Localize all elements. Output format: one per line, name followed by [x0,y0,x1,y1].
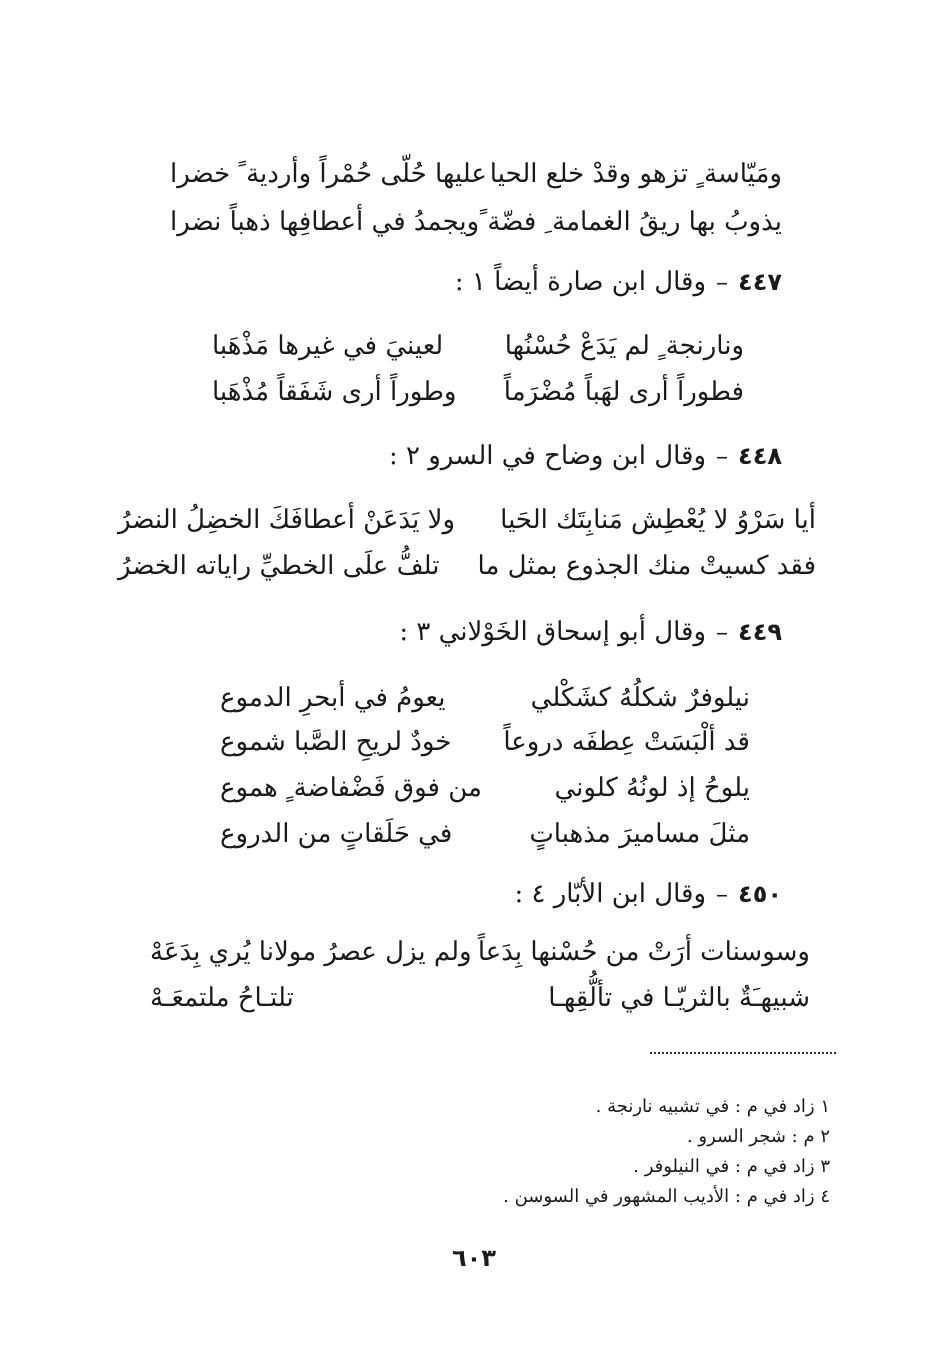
verse-first-hemistich: قد ألْبَسَتْ عِطفَه دروعاً [503,727,750,757]
section-heading [389,438,782,474]
verse-second-hemistich: ولم يزل عصرُ مولانا يُري بِدَعَهْ [150,937,472,967]
footnote-separator [650,1052,836,1054]
section-number: ٤٤٩ [738,618,782,646]
verse-second-hemistich: لعينيَ في غيرها مَذْهَبا [212,331,444,361]
verse-line [118,548,816,584]
verse-second-hemistich: يعومُ في أبحرِ الدموع [220,683,446,713]
verse-second-hemistich: تلتـاحُ ملتمعَـهْ [150,983,294,1013]
verse-first-hemistich: مثلَ مساميرَ مذهباتٍ [529,819,750,849]
verse-line [220,680,750,716]
section-heading-text: وقال أبو إسحاق الخَوْلاني ٣ : [399,617,707,647]
verse-second-hemistich: ولا يَدَعَنْ أعطافَكَ الخضِلُ النضرُ [118,505,456,535]
section-heading-text: وقال ابن وضاح في السرو ٢ : [388,441,707,471]
verse-line [118,502,816,538]
verse-line [170,204,782,240]
section-number: ٤٤٨ [738,442,782,470]
section-heading [455,264,782,300]
verse-first-hemistich: شبيهـَةٌ بالثريّـا في تألُّقِهـا [548,983,810,1013]
verse-second-hemistich: خودٌ لريحِ الصَّبا شموع [220,727,452,757]
section-dash: – [716,618,729,646]
section-number: ٤٥٠ [738,880,782,908]
verse-first-hemistich: فطوراً أرى لهَباً مُضْرَماً [503,377,744,407]
verse-second-hemistich: وطوراً أرى شَفَقاً مُذْهَبا [212,377,457,407]
verse-line [220,816,750,852]
section-heading [514,876,782,912]
verse-first-hemistich: ونارنجة ٍ لم يَدَعْ حُسْنُها [504,331,744,361]
verse-line [150,980,810,1016]
verse-first-hemistich: يلوحُ إذ لونُهُ كلوني [554,773,750,803]
verse-second-hemistich: من فوق فَضْفاضة ٍ هموع [220,773,482,803]
verse-line [220,770,750,806]
verse-first-hemistich: يذوبُ بها ريقُ الغمامة ِ فضّة ً [479,207,782,237]
verse-second-hemistich: تلفُّ علَى الخطيِّ راياته الخضرُ [118,551,440,581]
section-heading [399,614,782,650]
section-dash: – [716,268,729,296]
section-heading-text: وقال ابن الأبّار ٤ : [514,879,707,909]
section-dash: – [716,442,729,470]
verse-line [212,374,744,410]
verse-line [220,724,750,760]
verse-line [150,934,810,970]
section-number: ٤٤٧ [738,268,782,296]
footnote: ٣ زاد في م : في النيلوفر . [633,1156,830,1177]
section-heading-text: وقال ابن صارة أيضاً ١ : [454,267,707,297]
footnote: ٤ زاد في م : الأديب المشهور في السوسن . [503,1186,830,1207]
verse-first-hemistich: ومَيّاسة ٍ تزهو وقدْ خلع الحيا [489,159,782,189]
verse-first-hemistich: فقد كسيتْ منك الجذوع بمثل ما [477,551,816,581]
verse-first-hemistich: وسوسنات أرَتْ من حُسْنها بِدَعاً [477,937,810,967]
footnote: ١ زاد في م : في تشبيه نارنجة . [595,1096,830,1117]
verse-second-hemistich: في حَلَقاتٍ من الدروع [220,819,453,849]
verse-first-hemistich: نيلوفرٌ شكلُهُ كشَكْلي [530,683,750,713]
verse-second-hemistich: ويجمدُ في أعطافِها ذهباً نضرا [170,207,480,237]
section-dash: – [716,880,729,908]
verse-line [212,328,744,364]
page-number: ٦٠٣ [452,1244,496,1272]
verse-first-hemistich: أيا سَرْوُ لا يُعْطِش مَنابِتَك الحَيا [500,505,816,535]
verse-line [170,156,782,192]
verse-second-hemistich: عليها حُلّى حُمْراً وأردية ً خضرا [170,159,487,189]
footnote: ٢ م : شجر السرو . [686,1126,830,1147]
